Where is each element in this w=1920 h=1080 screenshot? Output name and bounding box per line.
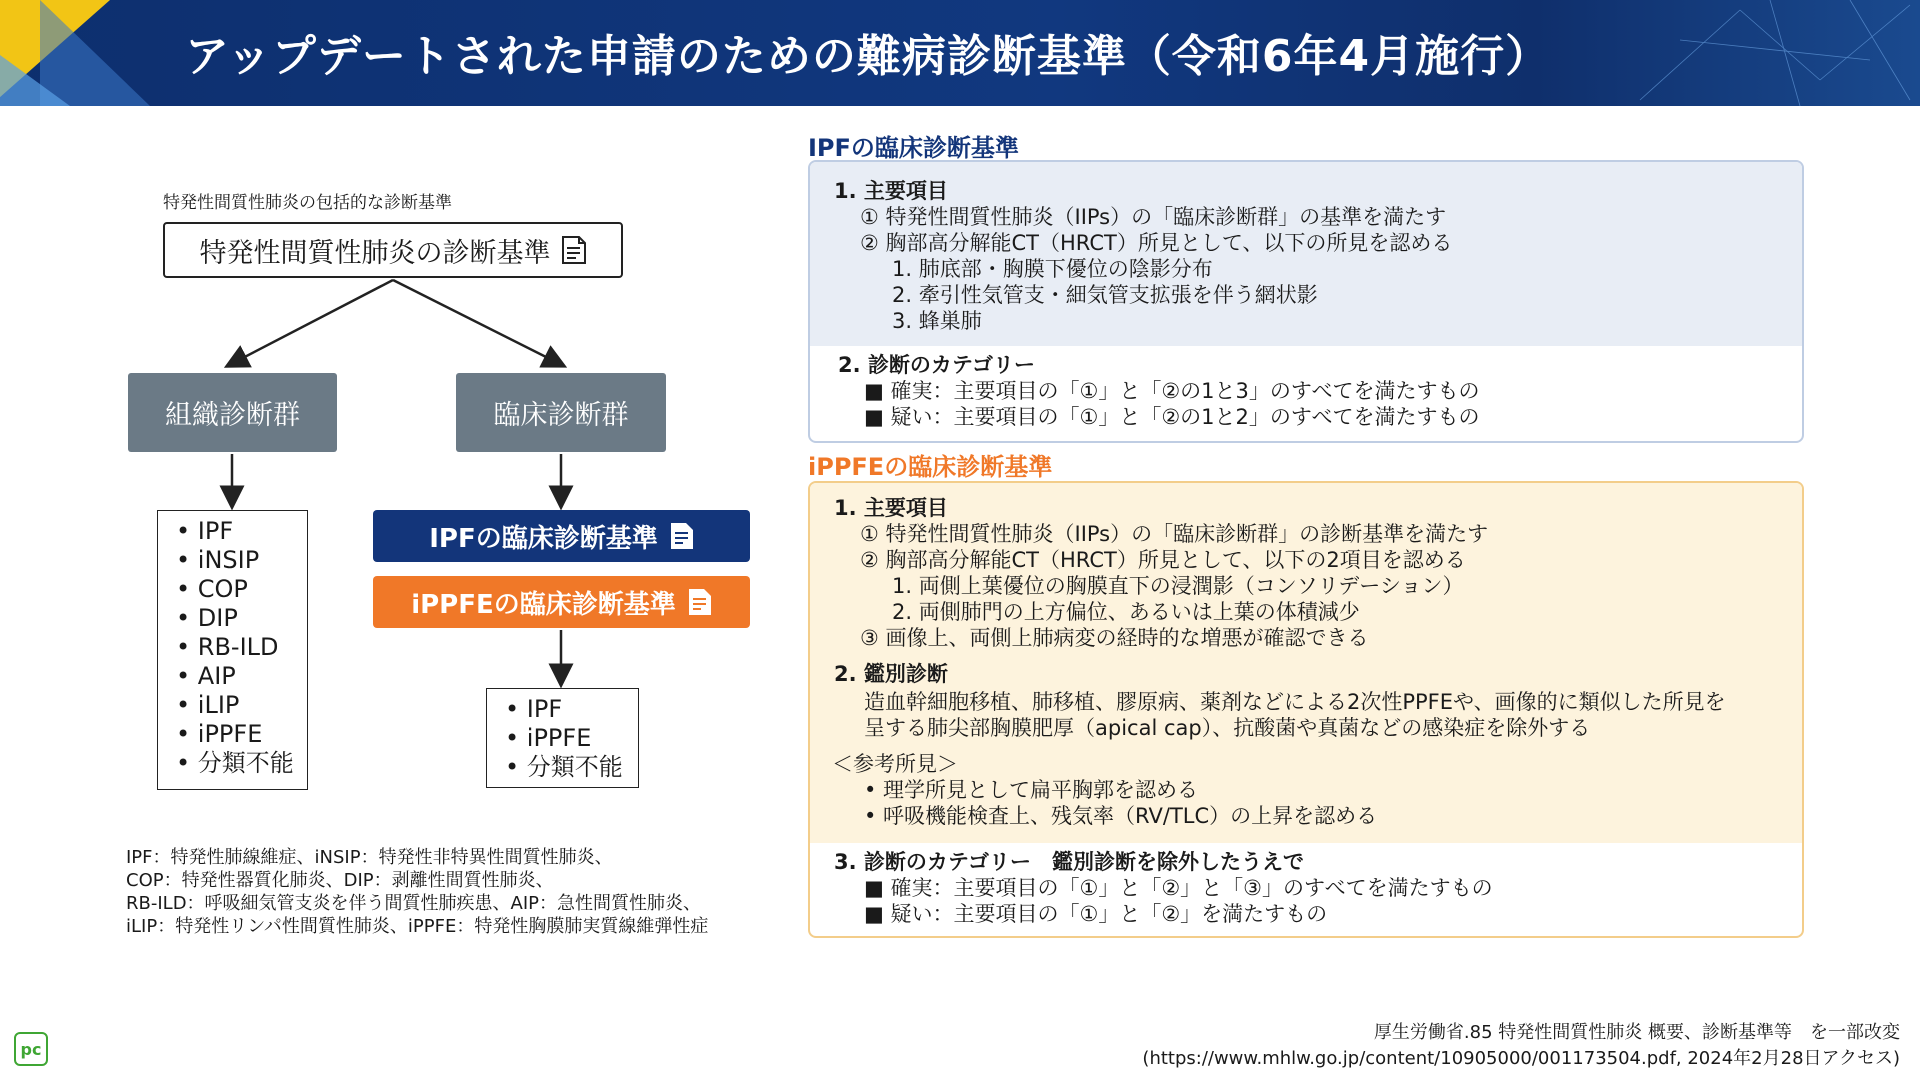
document-icon [688, 588, 712, 616]
abbreviation-line: iLIP：特発性リンパ性間質性肺炎、iPPFE：特発性胸膜肺実質線維弾性症 [126, 916, 709, 937]
ippfe-major-3: ③ 画像上、両側上肺病変の経時的な増悪が確認できる [860, 626, 1369, 650]
ippfe-diff-heading: 2. 鑑別診断 [834, 662, 948, 686]
ippfe-ref-2: • 呼吸機能検査上、残気率（RV/TLC）の上昇を認める [864, 804, 1378, 828]
list-item: • 分類不能 [505, 753, 623, 781]
source-citation [1142, 1020, 1900, 1072]
abbreviation-line: RB-ILD：呼吸細気管支炎を伴う間質性肺疾患、AIP：急性間質性肺炎、 [126, 893, 702, 914]
ippfe-category-heading: 3. 診断のカテゴリー 鑑別診断を除外したうえで [834, 850, 1305, 874]
ipf-major-heading: 1. 主要項目 [834, 179, 948, 203]
list-item: • iPPFE [505, 724, 592, 752]
list-item: • IPF [505, 695, 563, 723]
list-item: • RB-ILD [176, 633, 279, 661]
ipf-criteria-label: IPFの臨床診断基準 [429, 523, 658, 554]
diagnostic-criteria-label: 特発性間質性肺炎の診断基準 [199, 237, 551, 269]
ippfe-probable: ■ 疑い：主要項目の「①」と「②」を満たすもの [864, 902, 1328, 926]
tissue-diagnosis-group: 組織診断群 [128, 373, 337, 452]
ippfe-sub-2: 2. 両側肺門の上方偏位、あるいは上葉の体積減少 [892, 600, 1360, 624]
ipf-major-1: ① 特発性間質性肺炎（IIPs）の「臨床診断群」の基準を満たす [860, 205, 1447, 229]
list-item: • COP [176, 575, 248, 603]
ippfe-major-1: ① 特発性間質性肺炎（IIPs）の「臨床診断群」の診断基準を満たす [860, 522, 1489, 546]
ippfe-major-2: ② 胸部高分解能CT（HRCT）所見として、以下の2項目を認める [860, 548, 1466, 572]
tissue-diagnosis-list [157, 510, 308, 790]
flowchart-caption: 特発性間質性肺炎の包括的な診断基準 [163, 193, 452, 213]
page-title: アップデートされた申請のための難病診断基準（令和6年4月施行） [185, 31, 1551, 82]
ipf-major-2: ② 胸部高分解能CT（HRCT）所見として、以下の所見を認める [860, 231, 1453, 255]
ipf-criteria-panel [808, 160, 1804, 443]
ipf-sub-2: 2. 牽引性気管支・細気管支拡張を伴う網状影 [892, 283, 1318, 307]
ippfe-criteria-label: iPPFEの臨床診断基準 [411, 589, 676, 620]
list-item: • iNSIP [176, 546, 260, 574]
ippfe-sub-1: 1. 両側上葉優位の胸膜直下の浸潤影（コンソリデーション） [892, 574, 1464, 598]
abbreviation-notes [126, 846, 708, 938]
list-item: • DIP [176, 604, 238, 632]
ippfe-criteria-panel [808, 481, 1804, 938]
ippfe-criteria-button[interactable] [373, 576, 750, 628]
ippfe-section-title: iPPFEの臨床診断基準 [808, 453, 1053, 481]
ippfe-major-heading: 1. 主要項目 [834, 496, 948, 520]
document-icon [670, 522, 694, 550]
brand-logo: pc [14, 1032, 48, 1066]
source-link[interactable]: (https://www.mhlw.go.jp/content/10905000/001173504.pdf, 2024年2月28日アクセス) [1142, 1048, 1900, 1069]
list-item: • iLIP [176, 691, 240, 719]
clinical-diagnosis-group: 臨床診断群 [456, 373, 666, 452]
source-line: 厚生労働省.85 特発性間質性肺炎 概要、診断基準等 を一部改変 [1373, 1022, 1900, 1043]
list-item: • IPF [176, 517, 234, 545]
abbreviation-line: COP：特発性器質化肺炎、DIP：剥離性間質性肺炎、 [126, 870, 554, 891]
ipf-definite: ■ 確実：主要項目の「①」と「②の1と3」のすべてを満たすもの [864, 379, 1480, 403]
list-item: • 分類不能 [176, 749, 294, 777]
ippfe-ref-heading: ＜参考所見＞ [832, 752, 958, 776]
list-item: • iPPFE [176, 720, 263, 748]
ipf-category-heading: 2. 診断のカテゴリー [838, 353, 1036, 377]
ippfe-diff-2: 呈する肺尖部胸膜肥厚（apical cap）、抗酸菌や真菌などの感染症を除外する [864, 716, 1591, 740]
ipf-probable: ■ 疑い：主要項目の「①」と「②の1と2」のすべてを満たすもの [864, 405, 1480, 429]
list-item: • AIP [176, 662, 236, 690]
clinical-result-list [486, 688, 639, 788]
ipf-criteria-button[interactable] [373, 510, 750, 562]
ippfe-ref-1: • 理学所見として扁平胸郭を認める [864, 778, 1199, 802]
ipf-sub-1: 1. 肺底部・胸膜下優位の陰影分布 [892, 257, 1213, 281]
abbreviation-line: IPF：特発性肺線維症、iNSIP：特発性非特異性間質性肺炎、 [126, 847, 613, 868]
ipf-section-title: IPFの臨床診断基準 [808, 134, 1019, 162]
ippfe-diff-1: 造血幹細胞移植、肺移植、膠原病、薬剤などによる2次性PPFEや、画像的に類似した所見を [864, 690, 1726, 714]
ippfe-definite: ■ 確実：主要項目の「①」と「②」と「③」のすべてを満たすもの [864, 876, 1493, 900]
ipf-sub-3: 3. 蜂巣肺 [892, 309, 982, 333]
